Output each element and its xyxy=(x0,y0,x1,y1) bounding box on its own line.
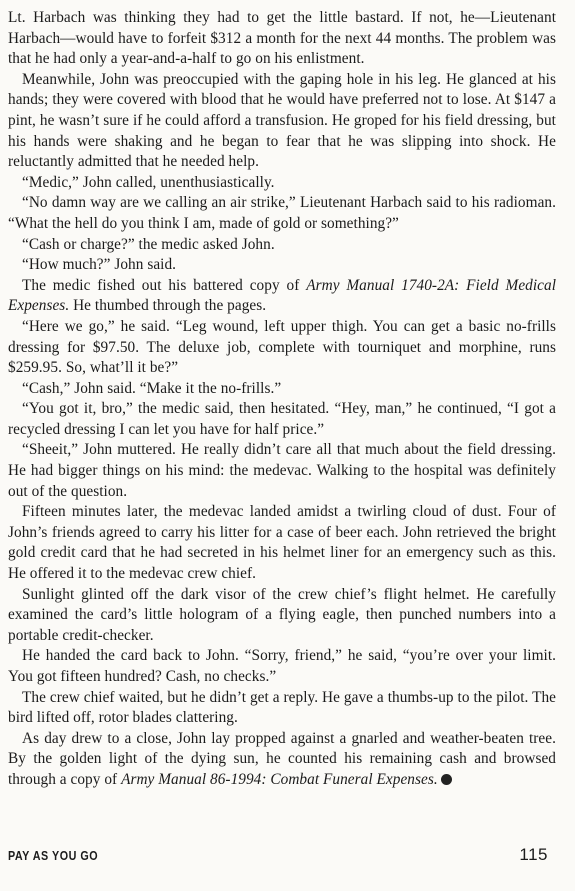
paragraph-text: The medic fished out his battered copy of xyxy=(22,276,307,294)
manual-title: Army Manual 1740-2A: Field Medical Expenses. xyxy=(8,276,557,315)
page-footer xyxy=(8,845,548,865)
paragraph: “No damn way are we calling an air strike,” Lieutenant Harbach said to his radioman. “What the hell do you think I am, made of gold or something?” xyxy=(8,194,556,232)
story-text xyxy=(8,8,556,791)
page-number: 115 xyxy=(519,845,548,864)
paragraph: He handed the card back to John. “Sorry, friend,” he said, “you’re over your limit. You got fifteen hundred? Cash, no checks.” xyxy=(8,647,556,685)
paragraph: “How much?” John said. xyxy=(22,256,177,274)
paragraph: The crew chief waited, but he didn’t get a reply. He gave a thumbs-up to the pilot. The bird lifted off, rotor blades clattering. xyxy=(8,688,556,727)
paragraph xyxy=(8,276,556,317)
paragraph: “Cash or charge?” the medic asked John. xyxy=(22,235,275,253)
end-of-story-bullet-icon xyxy=(441,774,452,785)
paragraph: “Sheeit,” John muttered. He really didn’t care all that much about the field dressing. He had bigger things on his mind: the medevac. Walking to the hospital was definitely out of the question. xyxy=(8,441,556,500)
paragraph: Sunlight glinted off the dark visor of the crew chief’s flight helmet. He carefully examined the card’s little hologram of a flying eagle, then punched numbers into a portable credit-checker. xyxy=(8,585,556,644)
paragraph: “Medic,” John called, unenthusiastically. xyxy=(22,173,275,191)
paragraph xyxy=(8,729,556,791)
paragraph: “Cash,” John said. “Make it the no-frills.” xyxy=(22,379,282,397)
paragraph: Meanwhile, John was preoccupied with the gaping hole in his leg. He glanced at his hands; they were covered with blood that he would have preferred not to lose. At $147 a pint, he wasn’t sure if he could afford a transfusion. He groped for his field dressing, but his hands were shaking and he began to fear that he was slipping into shock. He reluctantly admitted that he needed help. xyxy=(8,70,556,171)
paragraph: “Here we go,” he said. “Leg wound, left upper thigh. You can get a basic no-frills dressing for $97.50. The deluxe job, complete with tourniquet and morphine, runs $259.95. So, what’ll it be?” xyxy=(8,317,556,377)
running-head: PAY AS YOU GO xyxy=(8,849,99,863)
paragraph: Lt. Harbach was thinking they had to get the little bastard. If not, he—Lieutenant Harbach—would have to forfeit $312 a month for the next 44 months. The problem was that he had only a year-and-a-half to go on his enlistment. xyxy=(8,9,556,68)
paragraph-text: He thumbed through the pages. xyxy=(69,297,267,315)
page xyxy=(8,8,556,791)
paragraph-text: As day drew to a close, John lay propped against a gnarled and weather-beaten tree. By the golden light of the dying sun, he counted his remaining cash and browsed through a copy of xyxy=(8,729,556,788)
manual-title: Army Manual 86-1994: Combat Funeral Expenses. xyxy=(121,770,438,788)
paragraph: Fifteen minutes later, the medevac landed amidst a twirling cloud of dust. Four of John’s friends agreed to carry his litter for a case of beer each. John retrieved the bright gold credit card that he had secreted in his helmet liner for an emergency such as this. He offered it to the medevac crew chief. xyxy=(8,503,556,583)
paragraph: “You got it, bro,” the medic said, then hesitated. “Hey, man,” he continued, “I got a recycled dressing I can let you have for half price.” xyxy=(8,400,556,438)
